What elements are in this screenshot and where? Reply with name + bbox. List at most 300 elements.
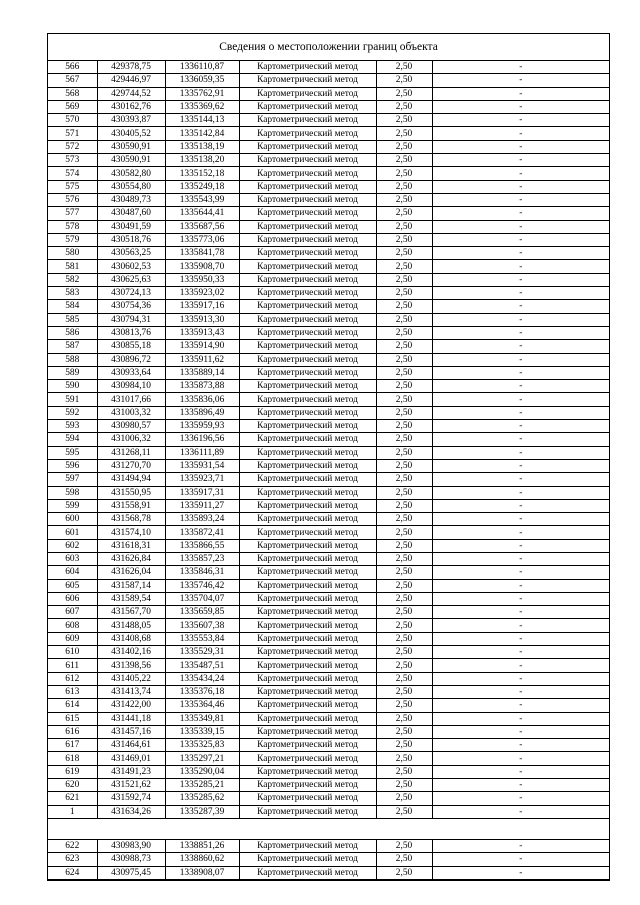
method-cell: Картометрический метод: [239, 433, 376, 446]
accuracy-cell: 2,50: [376, 114, 432, 127]
x-coordinate-cell: 431268,11: [97, 446, 165, 459]
x-coordinate-cell: 431405,22: [97, 672, 165, 685]
y-coordinate-cell: 1335923,71: [165, 473, 239, 486]
accuracy-cell: 2,50: [376, 340, 432, 353]
method-cell: Картометрический метод: [239, 539, 376, 552]
method-cell: Картометрический метод: [239, 725, 376, 738]
y-coordinate-cell: 1335687,56: [165, 220, 239, 233]
x-coordinate-cell: 430984,10: [97, 380, 165, 393]
y-coordinate-cell: 1336111,89: [165, 446, 239, 459]
method-cell: Картометрический метод: [239, 632, 376, 645]
y-coordinate-cell: 1335857,23: [165, 552, 239, 565]
table-row: [48, 866, 609, 879]
y-coordinate-cell: 1335659,85: [165, 606, 239, 619]
table-row: [48, 685, 609, 698]
point-number-cell: 580: [48, 247, 97, 260]
method-cell: Картометрический метод: [239, 765, 376, 778]
y-coordinate-cell: 1335704,07: [165, 592, 239, 605]
description-cell: -: [432, 127, 609, 140]
accuracy-cell: 2,50: [376, 220, 432, 233]
description-cell: -: [432, 260, 609, 273]
accuracy-cell: 2,50: [376, 752, 432, 765]
point-number-cell: 607: [48, 606, 97, 619]
table-row: [48, 273, 609, 286]
point-number-cell: 575: [48, 180, 97, 193]
table-row: [48, 114, 609, 127]
point-number-cell: 582: [48, 273, 97, 286]
x-coordinate-cell: 430724,13: [97, 287, 165, 300]
x-coordinate-cell: 430625,63: [97, 273, 165, 286]
x-coordinate-cell: 431003,32: [97, 406, 165, 419]
y-coordinate-cell: 1335287,39: [165, 805, 239, 818]
method-cell: Картометрический метод: [239, 140, 376, 153]
point-number-cell: 619: [48, 765, 97, 778]
y-coordinate-cell: 1335487,51: [165, 659, 239, 672]
point-number-cell: 578: [48, 220, 97, 233]
point-number-cell: 589: [48, 366, 97, 379]
y-coordinate-cell: 1335911,62: [165, 353, 239, 366]
method-cell: Картометрический метод: [239, 685, 376, 698]
coordinates-table: [48, 61, 609, 880]
method-cell: Картометрический метод: [239, 513, 376, 526]
point-number-cell: 577: [48, 207, 97, 220]
method-cell: Картометрический метод: [239, 699, 376, 712]
accuracy-cell: 2,50: [376, 247, 432, 260]
accuracy-cell: 2,50: [376, 233, 432, 246]
description-cell: -: [432, 712, 609, 725]
accuracy-cell: 2,50: [376, 207, 432, 220]
point-number-cell: 600: [48, 513, 97, 526]
table-row: [48, 140, 609, 153]
description-cell: -: [432, 592, 609, 605]
method-cell: Картометрический метод: [239, 366, 376, 379]
method-cell: Картометрический метод: [239, 287, 376, 300]
accuracy-cell: 2,50: [376, 380, 432, 393]
y-coordinate-cell: 1335866,55: [165, 539, 239, 552]
point-number-cell: 621: [48, 792, 97, 805]
description-cell: -: [432, 459, 609, 472]
accuracy-cell: 2,50: [376, 699, 432, 712]
table-row: [48, 499, 609, 512]
accuracy-cell: 2,50: [376, 839, 432, 852]
table-row: [48, 446, 609, 459]
description-cell: -: [432, 300, 609, 313]
point-number-cell: 618: [48, 752, 97, 765]
table-row: [48, 699, 609, 712]
point-number-cell: 573: [48, 154, 97, 167]
accuracy-cell: 2,50: [376, 526, 432, 539]
method-cell: Картометрический метод: [239, 646, 376, 659]
accuracy-cell: 2,50: [376, 646, 432, 659]
point-number-cell: 606: [48, 592, 97, 605]
x-coordinate-cell: 429378,75: [97, 61, 165, 74]
x-coordinate-cell: 430563,25: [97, 247, 165, 260]
accuracy-cell: 2,50: [376, 632, 432, 645]
x-coordinate-cell: 431618,31: [97, 539, 165, 552]
x-coordinate-cell: 430393,87: [97, 114, 165, 127]
y-coordinate-cell: 1336196,56: [165, 433, 239, 446]
x-coordinate-cell: 431589,54: [97, 592, 165, 605]
x-coordinate-cell: 431494,94: [97, 473, 165, 486]
point-number-cell: 566: [48, 61, 97, 74]
table-row: [48, 459, 609, 472]
method-cell: Картометрический метод: [239, 712, 376, 725]
x-coordinate-cell: 431634,26: [97, 805, 165, 818]
table-row: [48, 592, 609, 605]
method-cell: Картометрический метод: [239, 672, 376, 685]
accuracy-cell: 2,50: [376, 313, 432, 326]
method-cell: Картометрический метод: [239, 180, 376, 193]
y-coordinate-cell: 1335931,54: [165, 459, 239, 472]
accuracy-cell: 2,50: [376, 579, 432, 592]
x-coordinate-cell: 430518,76: [97, 233, 165, 246]
accuracy-cell: 2,50: [376, 513, 432, 526]
y-coordinate-cell: 1335297,21: [165, 752, 239, 765]
accuracy-cell: 2,50: [376, 300, 432, 313]
point-number-cell: 602: [48, 539, 97, 552]
y-coordinate-cell: 1335290,04: [165, 765, 239, 778]
method-cell: Картометрический метод: [239, 486, 376, 499]
method-cell: Картометрический метод: [239, 260, 376, 273]
accuracy-cell: 2,50: [376, 366, 432, 379]
table-row: [48, 765, 609, 778]
y-coordinate-cell: 1338860,62: [165, 853, 239, 866]
accuracy-cell: 2,50: [376, 193, 432, 206]
method-cell: Картометрический метод: [239, 606, 376, 619]
y-coordinate-cell: 1335607,38: [165, 619, 239, 632]
method-cell: Картометрический метод: [239, 406, 376, 419]
x-coordinate-cell: 430980,57: [97, 420, 165, 433]
accuracy-cell: 2,50: [376, 685, 432, 698]
point-number-cell: 614: [48, 699, 97, 712]
method-cell: Картометрический метод: [239, 340, 376, 353]
accuracy-cell: 2,50: [376, 866, 432, 879]
accuracy-cell: 2,50: [376, 287, 432, 300]
point-number-cell: 594: [48, 433, 97, 446]
y-coordinate-cell: 1335950,33: [165, 273, 239, 286]
y-coordinate-cell: 1335923,02: [165, 287, 239, 300]
x-coordinate-cell: 430602,53: [97, 260, 165, 273]
method-cell: Картометрический метод: [239, 526, 376, 539]
description-cell: -: [432, 566, 609, 579]
method-cell: Картометрический метод: [239, 247, 376, 260]
x-coordinate-cell: 431550,95: [97, 486, 165, 499]
method-cell: Картометрический метод: [239, 87, 376, 100]
x-coordinate-cell: 431464,61: [97, 739, 165, 752]
table-row: [48, 380, 609, 393]
description-cell: -: [432, 247, 609, 260]
table-row: [48, 393, 609, 406]
description-cell: -: [432, 220, 609, 233]
y-coordinate-cell: 1335364,46: [165, 699, 239, 712]
table-row: [48, 566, 609, 579]
coordinates-sheet: [47, 33, 610, 881]
x-coordinate-cell: 430491,59: [97, 220, 165, 233]
y-coordinate-cell: 1335773,06: [165, 233, 239, 246]
point-number-cell: 613: [48, 685, 97, 698]
table-row: [48, 659, 609, 672]
method-cell: Картометрический метод: [239, 659, 376, 672]
point-number-cell: 584: [48, 300, 97, 313]
description-cell: -: [432, 606, 609, 619]
x-coordinate-cell: 431568,78: [97, 513, 165, 526]
sheet-title: Сведения о местоположении границ объекта: [48, 34, 609, 61]
description-cell: -: [432, 659, 609, 672]
accuracy-cell: 2,50: [376, 486, 432, 499]
point-number-cell: 598: [48, 486, 97, 499]
description-cell: -: [432, 672, 609, 685]
x-coordinate-cell: 431558,91: [97, 499, 165, 512]
point-number-cell: 623: [48, 853, 97, 866]
method-cell: Картометрический метод: [239, 866, 376, 879]
x-coordinate-cell: 430405,52: [97, 127, 165, 140]
point-number-cell: 567: [48, 74, 97, 87]
accuracy-cell: 2,50: [376, 792, 432, 805]
table-row: [48, 513, 609, 526]
table-row: [48, 167, 609, 180]
method-cell: Картометрический метод: [239, 853, 376, 866]
y-coordinate-cell: 1335762,91: [165, 87, 239, 100]
y-coordinate-cell: 1335543,99: [165, 193, 239, 206]
x-coordinate-cell: 431488,05: [97, 619, 165, 632]
description-cell: -: [432, 74, 609, 87]
y-coordinate-cell: 1336110,87: [165, 61, 239, 74]
method-cell: Картометрический метод: [239, 752, 376, 765]
y-coordinate-cell: 1335846,31: [165, 566, 239, 579]
description-cell: -: [432, 100, 609, 113]
method-cell: Картометрический метод: [239, 353, 376, 366]
x-coordinate-cell: 430813,76: [97, 326, 165, 339]
point-number-cell: 574: [48, 167, 97, 180]
x-coordinate-cell: 430855,18: [97, 340, 165, 353]
method-cell: Картометрический метод: [239, 127, 376, 140]
table-row: [48, 100, 609, 113]
description-cell: -: [432, 685, 609, 698]
method-cell: Картометрический метод: [239, 154, 376, 167]
accuracy-cell: 2,50: [376, 765, 432, 778]
point-number-cell: 579: [48, 233, 97, 246]
y-coordinate-cell: 1335152,18: [165, 167, 239, 180]
accuracy-cell: 2,50: [376, 739, 432, 752]
point-number-cell: 615: [48, 712, 97, 725]
table-row: [48, 473, 609, 486]
y-coordinate-cell: 1335138,20: [165, 154, 239, 167]
description-cell: -: [432, 473, 609, 486]
description-cell: -: [432, 140, 609, 153]
accuracy-cell: 2,50: [376, 446, 432, 459]
x-coordinate-cell: 430590,91: [97, 154, 165, 167]
method-cell: Картометрический метод: [239, 61, 376, 74]
y-coordinate-cell: 1338851,26: [165, 839, 239, 852]
point-number-cell: 624: [48, 866, 97, 879]
table-row: [48, 300, 609, 313]
y-coordinate-cell: 1335746,42: [165, 579, 239, 592]
method-cell: Картометрический метод: [239, 592, 376, 605]
y-coordinate-cell: 1335872,41: [165, 526, 239, 539]
point-number-cell: 592: [48, 406, 97, 419]
point-number-cell: 611: [48, 659, 97, 672]
y-coordinate-cell: 1335529,31: [165, 646, 239, 659]
description-cell: -: [432, 193, 609, 206]
x-coordinate-cell: 431626,04: [97, 566, 165, 579]
table-row: [48, 207, 609, 220]
point-number-cell: 586: [48, 326, 97, 339]
description-cell: -: [432, 526, 609, 539]
section-gap-cell: [48, 818, 609, 839]
method-cell: Картометрический метод: [239, 499, 376, 512]
y-coordinate-cell: 1335959,93: [165, 420, 239, 433]
description-cell: -: [432, 779, 609, 792]
description-cell: -: [432, 353, 609, 366]
y-coordinate-cell: 1335349,81: [165, 712, 239, 725]
x-coordinate-cell: 430794,31: [97, 313, 165, 326]
description-cell: -: [432, 87, 609, 100]
accuracy-cell: 2,50: [376, 552, 432, 565]
point-number-cell: 604: [48, 566, 97, 579]
method-cell: Картометрический метод: [239, 473, 376, 486]
point-number-cell: 591: [48, 393, 97, 406]
x-coordinate-cell: 431017,66: [97, 393, 165, 406]
description-cell: -: [432, 805, 609, 818]
table-row: [48, 180, 609, 193]
x-coordinate-cell: 430489,73: [97, 193, 165, 206]
description-cell: -: [432, 853, 609, 866]
point-number-cell: 581: [48, 260, 97, 273]
x-coordinate-cell: 431592,74: [97, 792, 165, 805]
method-cell: Картометрический метод: [239, 739, 376, 752]
table-row: [48, 839, 609, 852]
x-coordinate-cell: 431006,32: [97, 433, 165, 446]
x-coordinate-cell: 430590,91: [97, 140, 165, 153]
accuracy-cell: 2,50: [376, 260, 432, 273]
point-number-cell: 572: [48, 140, 97, 153]
description-cell: -: [432, 180, 609, 193]
table-row: [48, 313, 609, 326]
description-cell: -: [432, 273, 609, 286]
accuracy-cell: 2,50: [376, 805, 432, 818]
accuracy-cell: 2,50: [376, 87, 432, 100]
x-coordinate-cell: 431469,01: [97, 752, 165, 765]
point-number-cell: 617: [48, 739, 97, 752]
point-number-cell: 588: [48, 353, 97, 366]
description-cell: -: [432, 380, 609, 393]
point-number-cell: 608: [48, 619, 97, 632]
table-row: [48, 287, 609, 300]
accuracy-cell: 2,50: [376, 140, 432, 153]
table-row: [48, 420, 609, 433]
description-cell: -: [432, 287, 609, 300]
point-number-cell: 571: [48, 127, 97, 140]
description-cell: -: [432, 792, 609, 805]
y-coordinate-cell: 1335914,90: [165, 340, 239, 353]
y-coordinate-cell: 1335917,16: [165, 300, 239, 313]
y-coordinate-cell: 1335369,62: [165, 100, 239, 113]
description-cell: -: [432, 539, 609, 552]
description-cell: -: [432, 366, 609, 379]
accuracy-cell: 2,50: [376, 154, 432, 167]
coordinates-table-body: [48, 61, 609, 879]
point-number-cell: 616: [48, 725, 97, 738]
table-row: [48, 193, 609, 206]
table-row: [48, 539, 609, 552]
accuracy-cell: 2,50: [376, 433, 432, 446]
accuracy-cell: 2,50: [376, 619, 432, 632]
description-cell: -: [432, 499, 609, 512]
method-cell: Картометрический метод: [239, 792, 376, 805]
x-coordinate-cell: 431270,70: [97, 459, 165, 472]
x-coordinate-cell: 430983,90: [97, 839, 165, 852]
y-coordinate-cell: 1335144,13: [165, 114, 239, 127]
table-row: [48, 220, 609, 233]
method-cell: Картометрический метод: [239, 207, 376, 220]
method-cell: Картометрический метод: [239, 114, 376, 127]
accuracy-cell: 2,50: [376, 459, 432, 472]
description-cell: -: [432, 446, 609, 459]
x-coordinate-cell: 431402,16: [97, 646, 165, 659]
point-number-cell: 596: [48, 459, 97, 472]
x-coordinate-cell: 431441,18: [97, 712, 165, 725]
x-coordinate-cell: 431422,00: [97, 699, 165, 712]
description-cell: -: [432, 765, 609, 778]
y-coordinate-cell: 1335376,18: [165, 685, 239, 698]
point-number-cell: 593: [48, 420, 97, 433]
point-number-cell: 605: [48, 579, 97, 592]
accuracy-cell: 2,50: [376, 127, 432, 140]
method-cell: Картометрический метод: [239, 300, 376, 313]
method-cell: Картометрический метод: [239, 380, 376, 393]
description-cell: -: [432, 739, 609, 752]
x-coordinate-cell: 431398,56: [97, 659, 165, 672]
accuracy-cell: 2,50: [376, 712, 432, 725]
method-cell: Картометрический метод: [239, 619, 376, 632]
x-coordinate-cell: 431587,14: [97, 579, 165, 592]
x-coordinate-cell: 430582,80: [97, 167, 165, 180]
y-coordinate-cell: 1335249,18: [165, 180, 239, 193]
accuracy-cell: 2,50: [376, 566, 432, 579]
table-row: [48, 632, 609, 645]
accuracy-cell: 2,50: [376, 672, 432, 685]
accuracy-cell: 2,50: [376, 353, 432, 366]
point-number-cell: 585: [48, 313, 97, 326]
description-cell: -: [432, 207, 609, 220]
table-row: [48, 739, 609, 752]
accuracy-cell: 2,50: [376, 74, 432, 87]
description-cell: -: [432, 326, 609, 339]
point-number-cell: 620: [48, 779, 97, 792]
y-coordinate-cell: 1335908,70: [165, 260, 239, 273]
x-coordinate-cell: 431521,62: [97, 779, 165, 792]
table-row: [48, 233, 609, 246]
point-number-cell: 622: [48, 839, 97, 852]
table-row: [48, 853, 609, 866]
method-cell: Картометрический метод: [239, 839, 376, 852]
point-number-cell: 570: [48, 114, 97, 127]
x-coordinate-cell: 431567,70: [97, 606, 165, 619]
x-coordinate-cell: 431408,68: [97, 632, 165, 645]
description-cell: -: [432, 114, 609, 127]
accuracy-cell: 2,50: [376, 606, 432, 619]
method-cell: Картометрический метод: [239, 273, 376, 286]
method-cell: Картометрический метод: [239, 446, 376, 459]
accuracy-cell: 2,50: [376, 406, 432, 419]
y-coordinate-cell: 1335434,24: [165, 672, 239, 685]
table-row: [48, 247, 609, 260]
description-cell: -: [432, 420, 609, 433]
y-coordinate-cell: 1335889,14: [165, 366, 239, 379]
y-coordinate-cell: 1335873,88: [165, 380, 239, 393]
y-coordinate-cell: 1336059,35: [165, 74, 239, 87]
accuracy-cell: 2,50: [376, 539, 432, 552]
